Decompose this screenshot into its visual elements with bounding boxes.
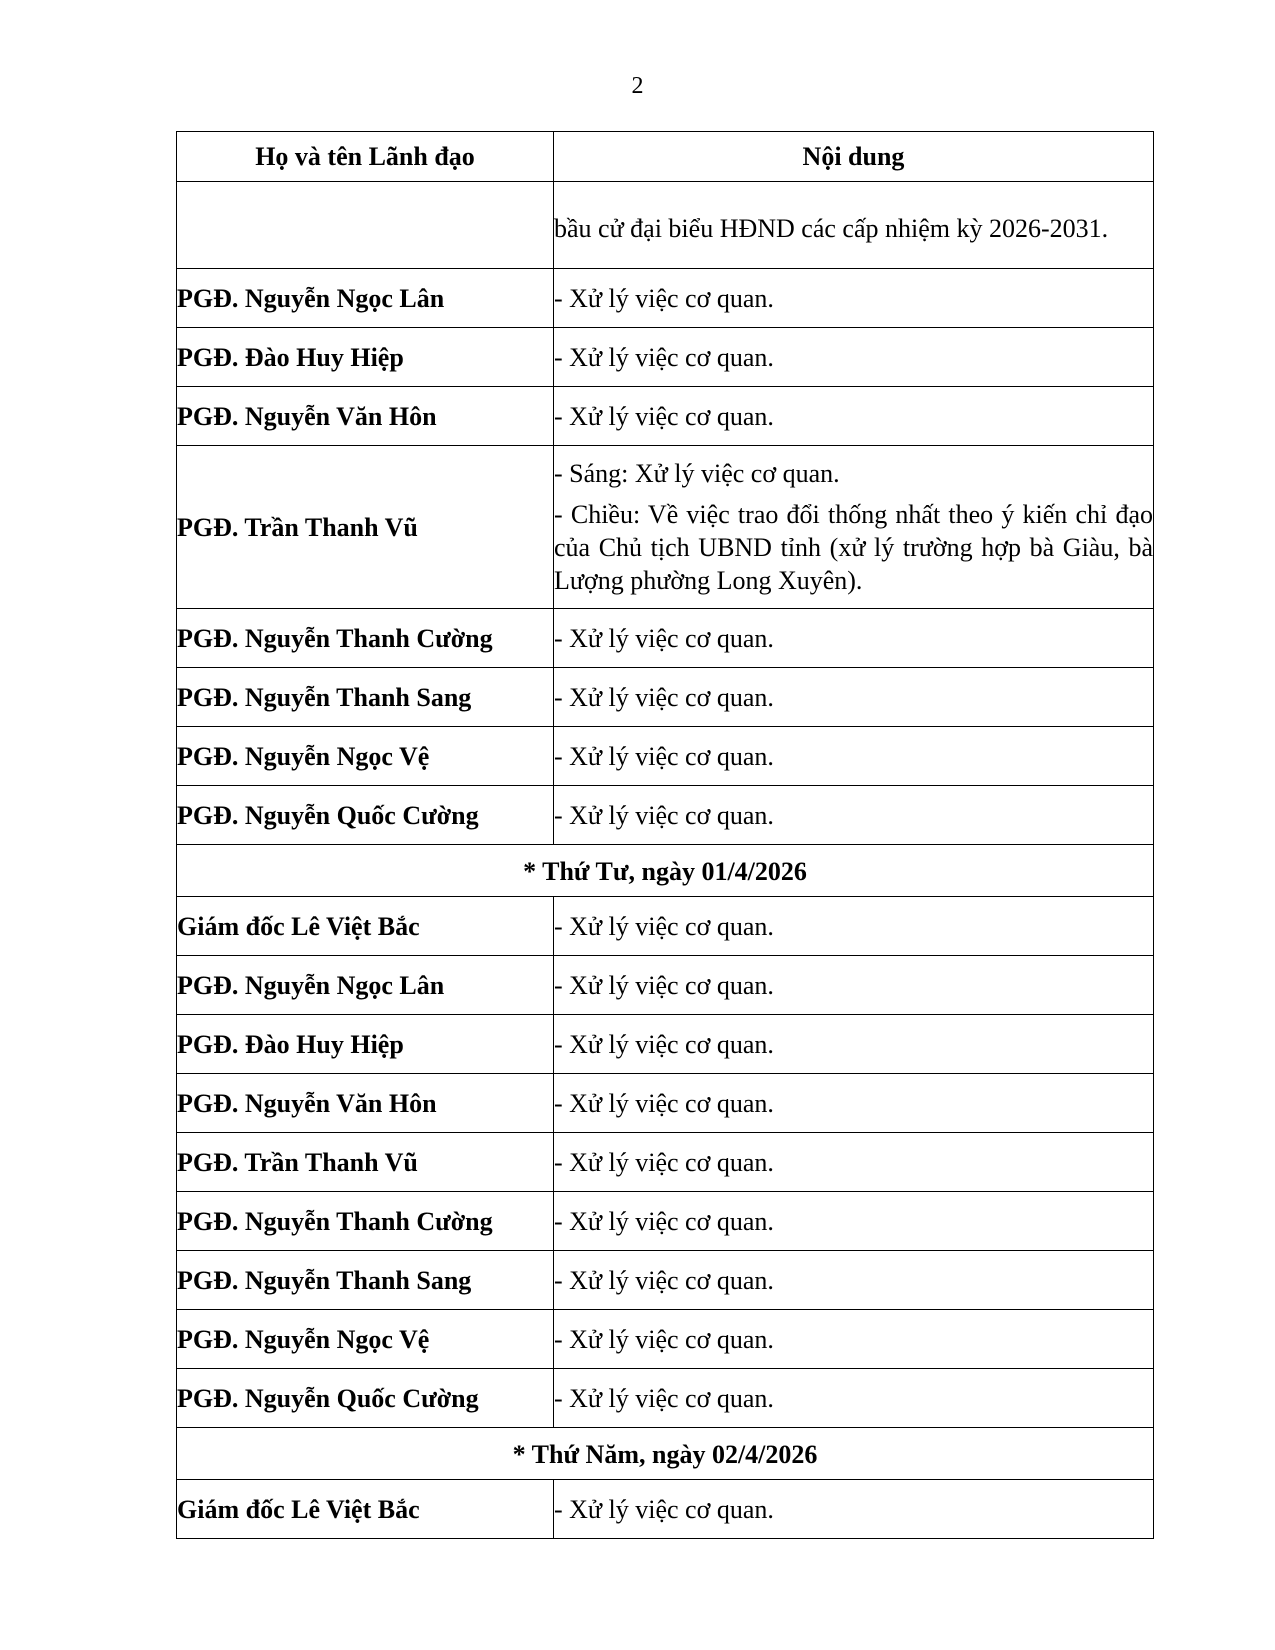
table-row xyxy=(177,668,1154,727)
leader-schedule-table xyxy=(176,131,1154,1539)
leader-name: PGĐ. Nguyễn Thanh Sang xyxy=(177,1251,554,1310)
content-cell xyxy=(554,446,1154,609)
leader-name: PGĐ. Nguyễn Ngọc Vệ xyxy=(177,1310,554,1369)
content-text: - Xử lý việc cơ quan. xyxy=(554,387,1154,446)
leader-name: PGĐ. Trần Thanh Vũ xyxy=(177,446,554,609)
content-text: - Xử lý việc cơ quan. xyxy=(554,786,1154,845)
continuation-row xyxy=(177,182,1154,269)
content-morning: - Sáng: Xử lý việc cơ quan. xyxy=(554,459,840,488)
content-text: - Xử lý việc cơ quan. xyxy=(554,1015,1154,1074)
content-text: - Xử lý việc cơ quan. xyxy=(554,269,1154,328)
table-row xyxy=(177,1074,1154,1133)
table-row xyxy=(177,727,1154,786)
page-number: 2 xyxy=(631,73,644,99)
content-cell xyxy=(554,182,1154,269)
content-text: bầu cử đại biểu HĐND các cấp nhiệm kỳ 2026-2031. xyxy=(554,213,1109,243)
table-row xyxy=(177,1310,1154,1369)
day-heading-thursday: * Thứ Năm, ngày 02/4/2026 xyxy=(177,1428,1154,1480)
table-header-row xyxy=(177,132,1154,182)
table-row xyxy=(177,897,1154,956)
content-text: - Xử lý việc cơ quan. xyxy=(554,1369,1154,1428)
content-text: - Xử lý việc cơ quan. xyxy=(554,956,1154,1015)
table-row xyxy=(177,1251,1154,1310)
day-heading-wednesday: * Thứ Tư, ngày 01/4/2026 xyxy=(177,845,1154,897)
table-row xyxy=(177,1369,1154,1428)
table-row xyxy=(177,1133,1154,1192)
leader-name: PGĐ. Nguyễn Thanh Cường xyxy=(177,609,554,668)
leader-name: PGĐ. Đào Huy Hiệp xyxy=(177,1015,554,1074)
leader-name: PGĐ. Đào Huy Hiệp xyxy=(177,328,554,387)
content-text: - Xử lý việc cơ quan. xyxy=(554,897,1154,956)
leader-name-cell xyxy=(177,182,554,269)
table-row xyxy=(177,786,1154,845)
leader-name: PGĐ. Trần Thanh Vũ xyxy=(177,1133,554,1192)
leader-name: Giám đốc Lê Việt Bắc xyxy=(177,1480,554,1539)
content-afternoon: - Chiều: Về việc trao đổi thống nhất theo ý kiến chỉ đạo của Chủ tịch UBND tỉnh (xử lý trường hợp bà Giàu, bà Lượng phường Long Xuyên). xyxy=(554,500,1153,595)
table-row xyxy=(177,328,1154,387)
content-text: - Xử lý việc cơ quan. xyxy=(554,668,1154,727)
leader-name: PGĐ. Nguyễn Ngọc Lân xyxy=(177,956,554,1015)
table-row xyxy=(177,956,1154,1015)
content-text: - Xử lý việc cơ quan. xyxy=(554,1310,1154,1369)
header-content: Nội dung xyxy=(554,132,1154,182)
content-text: - Xử lý việc cơ quan. xyxy=(554,609,1154,668)
day-heading-row xyxy=(177,1428,1154,1480)
table-row xyxy=(177,269,1154,328)
content-text: - Xử lý việc cơ quan. xyxy=(554,1074,1154,1133)
table-row xyxy=(177,609,1154,668)
day-heading-row xyxy=(177,845,1154,897)
leader-name: PGĐ. Nguyễn Thanh Cường xyxy=(177,1192,554,1251)
content-text: - Xử lý việc cơ quan. xyxy=(554,1192,1154,1251)
leader-name: Giám đốc Lê Việt Bắc xyxy=(177,897,554,956)
table-row xyxy=(177,387,1154,446)
leader-name: PGĐ. Nguyễn Quốc Cường xyxy=(177,786,554,845)
table-row xyxy=(177,1192,1154,1251)
leader-name: PGĐ. Nguyễn Ngọc Lân xyxy=(177,269,554,328)
table-row xyxy=(177,1480,1154,1539)
leader-name: PGĐ. Nguyễn Thanh Sang xyxy=(177,668,554,727)
leader-name: PGĐ. Nguyễn Quốc Cường xyxy=(177,1369,554,1428)
content-text: - Xử lý việc cơ quan. xyxy=(554,1251,1154,1310)
content-text: - Xử lý việc cơ quan. xyxy=(554,727,1154,786)
table-row xyxy=(177,446,1154,609)
leader-name: PGĐ. Nguyễn Ngọc Vệ xyxy=(177,727,554,786)
table-row xyxy=(177,1015,1154,1074)
content-text: - Xử lý việc cơ quan. xyxy=(554,1133,1154,1192)
header-leader-name: Họ và tên Lãnh đạo xyxy=(177,132,554,182)
leader-name: PGĐ. Nguyễn Văn Hôn xyxy=(177,1074,554,1133)
content-text: - Xử lý việc cơ quan. xyxy=(554,1480,1154,1539)
leader-name: PGĐ. Nguyễn Văn Hôn xyxy=(177,387,554,446)
content-text: - Xử lý việc cơ quan. xyxy=(554,328,1154,387)
